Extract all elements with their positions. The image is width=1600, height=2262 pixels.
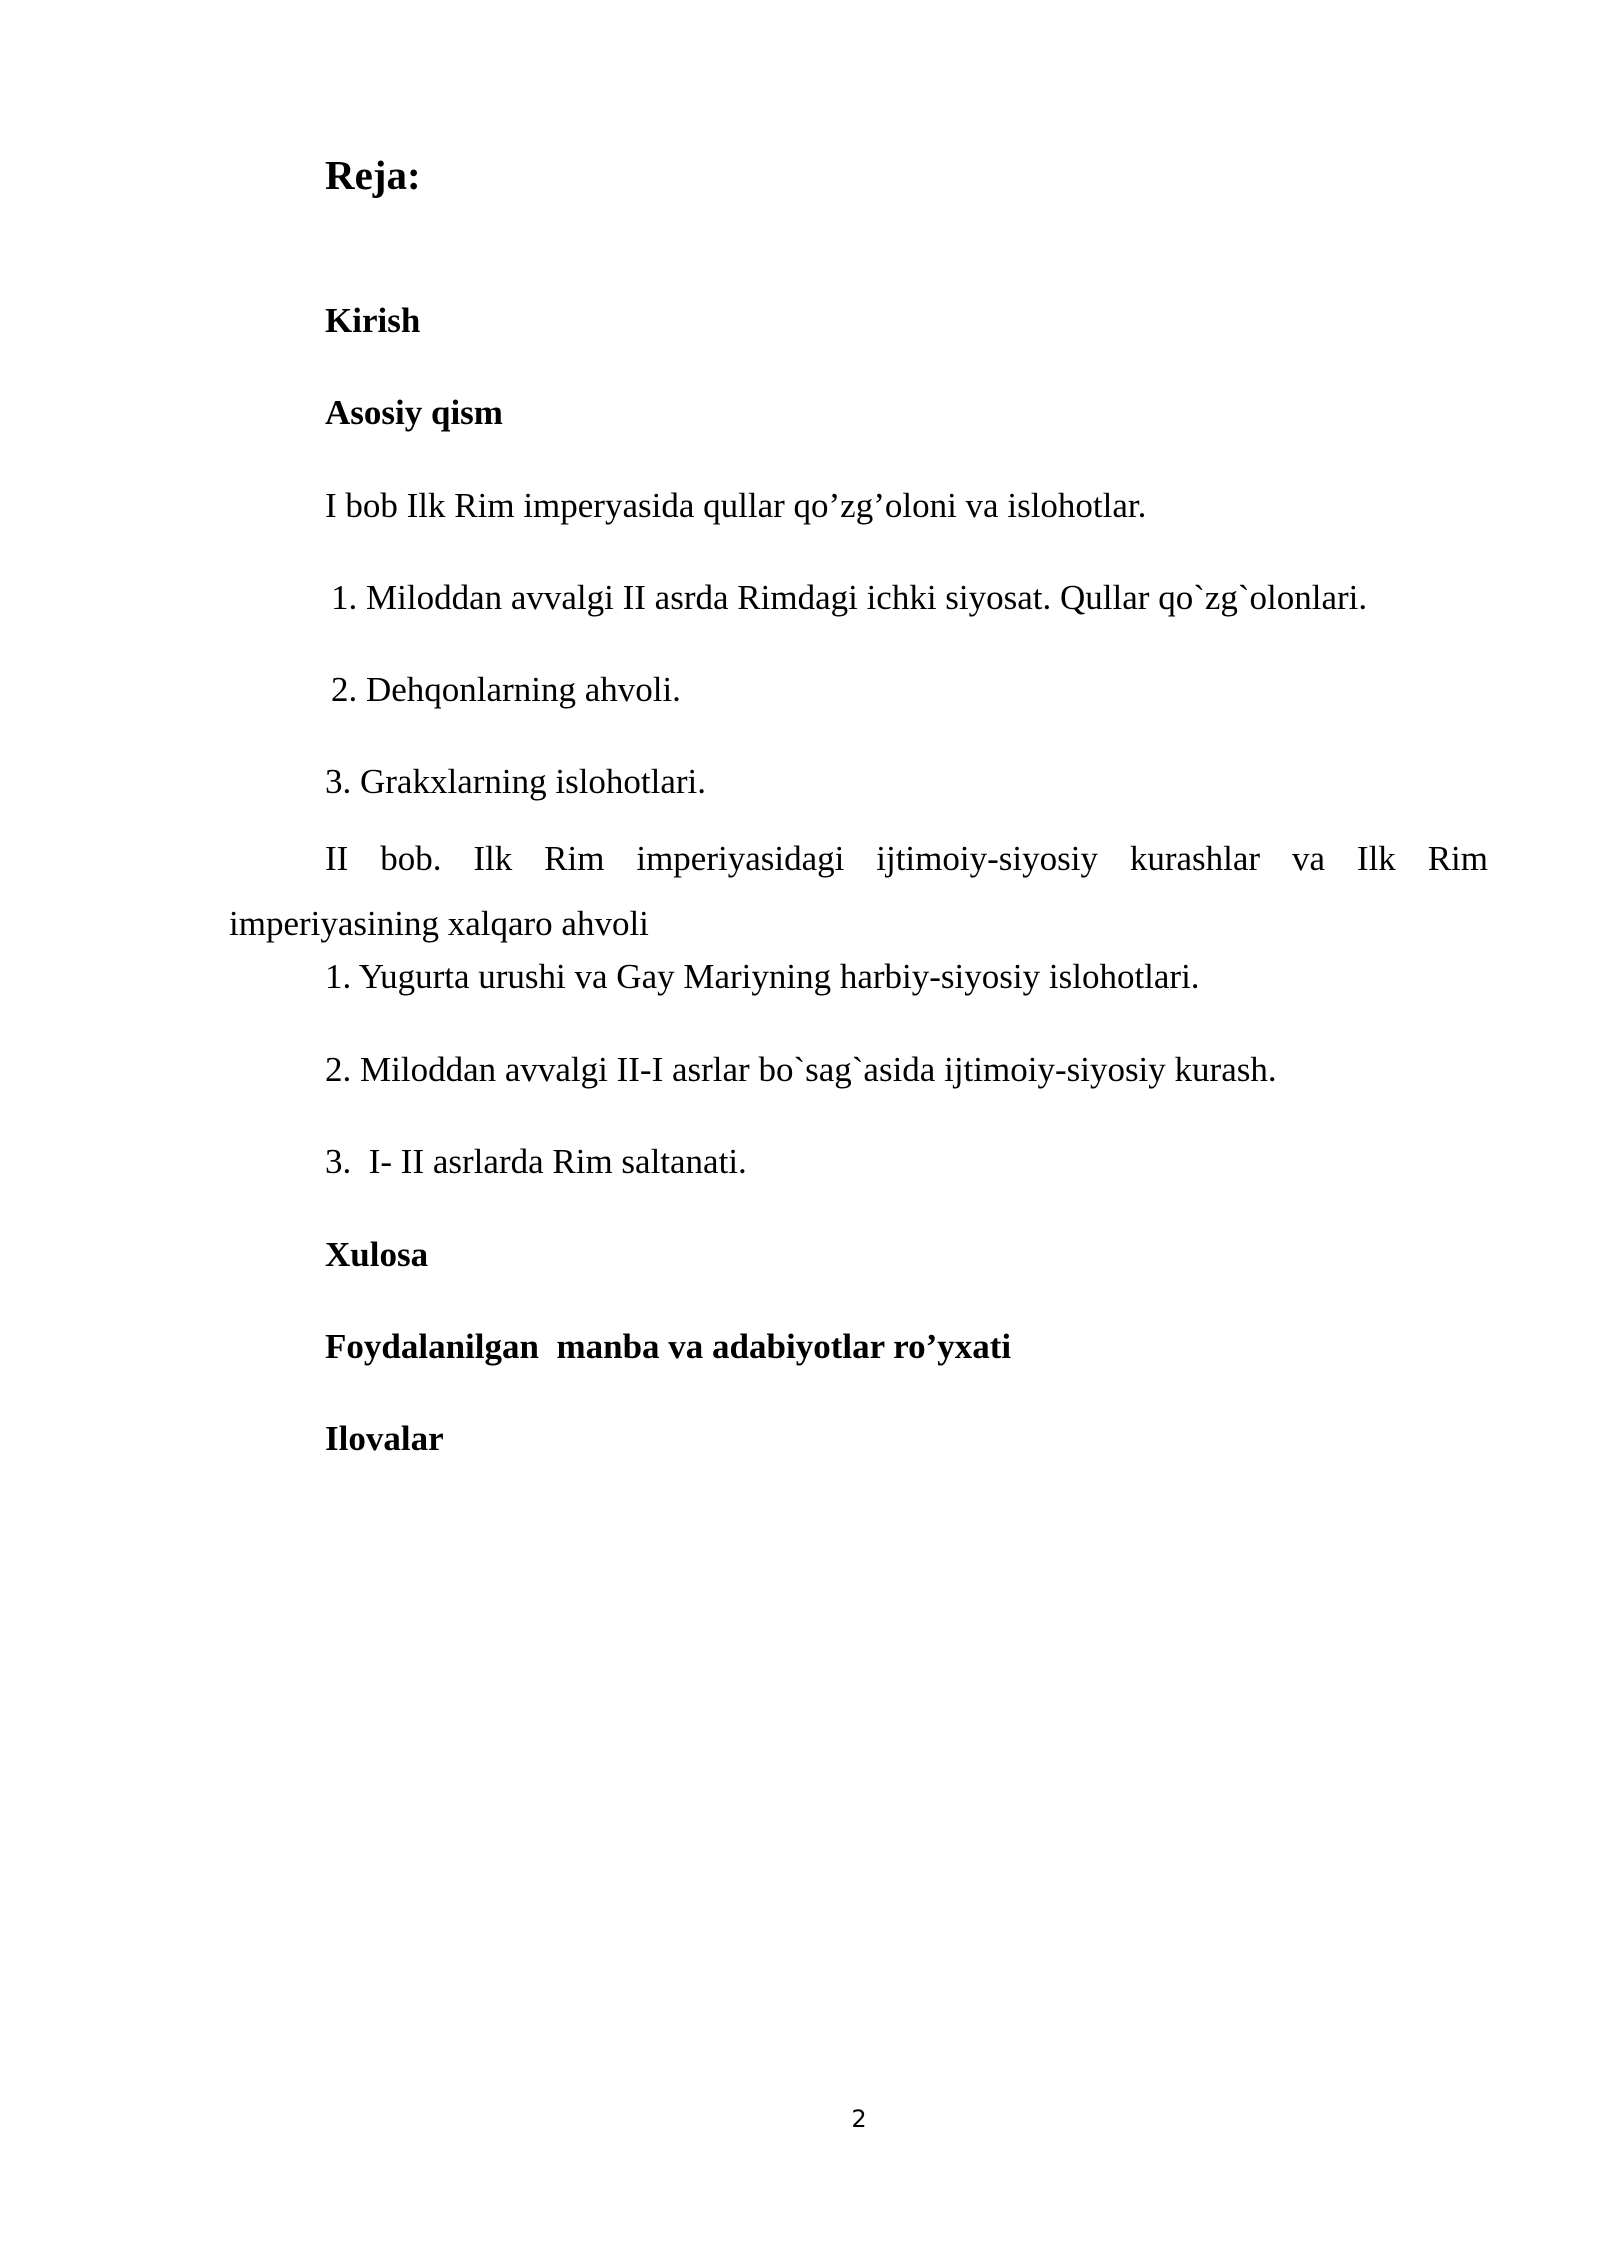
main-part-heading: Asosiy qism (325, 393, 503, 432)
chapter2-heading: II bob. Ilk Rim imperiyasidagi ijtimoiy-siyosiy kurashlar va Ilk Rim imperiyasining xalqaro ahvoli (229, 839, 1488, 943)
page-number: 2 (851, 2105, 867, 2133)
chapter1-heading: I bob Ilk Rim imperyasida qullar qo’zg’oloni va islohotlar. (325, 486, 1147, 525)
chapter2-item-3: 3. I- II asrlarda Rim saltanati. (325, 1142, 747, 1181)
chapter1-item-1: 1. Miloddan avvalgi II asrda Rimdagi ichki siyosat. Qullar qo`zg`olonlari. (331, 578, 1368, 617)
intro-heading: Kirish (325, 301, 421, 340)
chapter1-item-2: 2. Dehqonlarning ahvoli. (331, 670, 681, 709)
chapter2-item-1: 1. Yugurta urushi va Gay Mariyning harbiy-siyosiy islohotlari. (325, 957, 1200, 996)
chapter2-item-2: 2. Miloddan avvalgi II-I asrlar bo`sag`asida ijtimoiy-siyosiy kurash. (325, 1050, 1277, 1089)
conclusion-heading: Xulosa (325, 1235, 429, 1274)
plan-title: Reja: (325, 152, 421, 198)
chapter1-item-3: 3. Grakxlarning islohotlari. (325, 762, 707, 801)
references-heading: Foydalanilgan manba va adabiyotlar ro’yxati (325, 1327, 1012, 1366)
appendices-heading: Ilovalar (325, 1419, 444, 1458)
